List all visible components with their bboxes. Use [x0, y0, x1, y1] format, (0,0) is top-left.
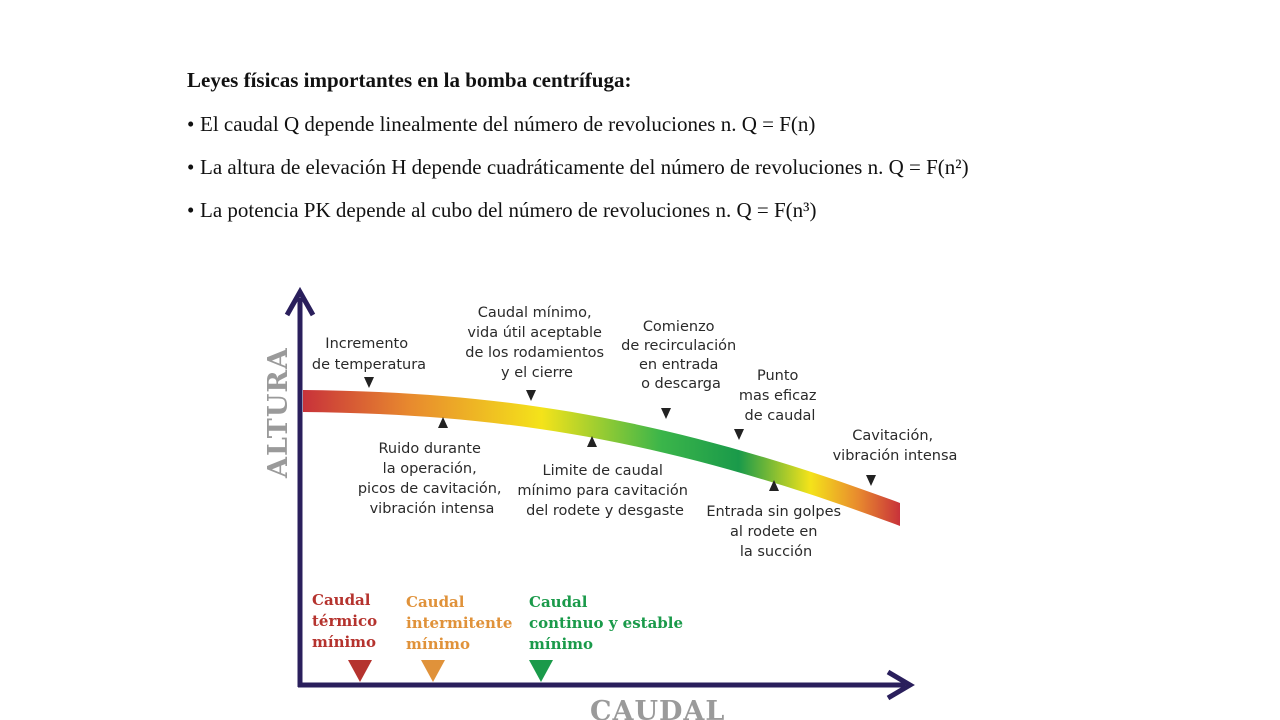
bullet-text: El caudal Q depende linealmente del número de revoluciones n. Q = F(n): [200, 112, 816, 136]
annotation-incremento-temperatura: Incremento de temperatura: [311, 336, 427, 373]
marker-down: [734, 429, 744, 440]
annotation-comienzo-recirculacion: Comienzo de recirculación en entrada o descarga: [621, 319, 737, 392]
annotation-punto-mas-eficaz: Punto mas eficaz de caudal: [738, 368, 817, 424]
bullet-dot: •: [187, 112, 195, 136]
marker-intermitente: [421, 660, 445, 682]
annotation-ruido-operacion: Ruido durante la operación, picos de cavitación, vibración intensa: [357, 441, 502, 517]
marker-down: [526, 390, 536, 401]
marker-termico: [348, 660, 372, 682]
marker-down: [364, 377, 374, 388]
marker-up: [438, 417, 448, 428]
page-heading: Leyes físicas importantes en la bomba centrífuga:: [187, 68, 632, 92]
marker-down: [866, 475, 876, 486]
annotation-caudal-minimo-rodamientos: Caudal mínimo, vida útil aceptable de los rodamientos y el cierre: [465, 305, 605, 381]
bullet-dot: •: [187, 198, 195, 222]
annotation-limite-caudal-minimo: Limite de caudal mínimo para cavitación del rodete y desgaste: [517, 463, 689, 519]
annotation-entrada-sin-golpes: Entrada sin golpes al rodete en la succión: [706, 504, 842, 560]
label-caudal-continuo-estable: Caudal continuo y estable mínimo: [529, 593, 684, 653]
annotation-cavitacion: Cavitación, vibración intensa: [832, 428, 958, 464]
bullet-text: La potencia PK depende al cubo del número de revoluciones n. Q = F(n³): [200, 198, 817, 222]
marker-down: [661, 408, 671, 419]
marker-continuo: [529, 660, 553, 682]
bullet-text: La altura de elevación H depende cuadráticamente del número de revoluciones n. Q = F(n²): [200, 155, 969, 179]
label-caudal-termico-minimo: Caudal térmico mínimo: [312, 591, 378, 651]
x-axis-label: CAUDAL: [590, 696, 726, 720]
y-axis-label: ALTURA: [263, 347, 294, 478]
label-caudal-intermitente-minimo: Caudal intermitente mínimo: [406, 593, 513, 653]
bullet-dot: •: [187, 155, 195, 179]
